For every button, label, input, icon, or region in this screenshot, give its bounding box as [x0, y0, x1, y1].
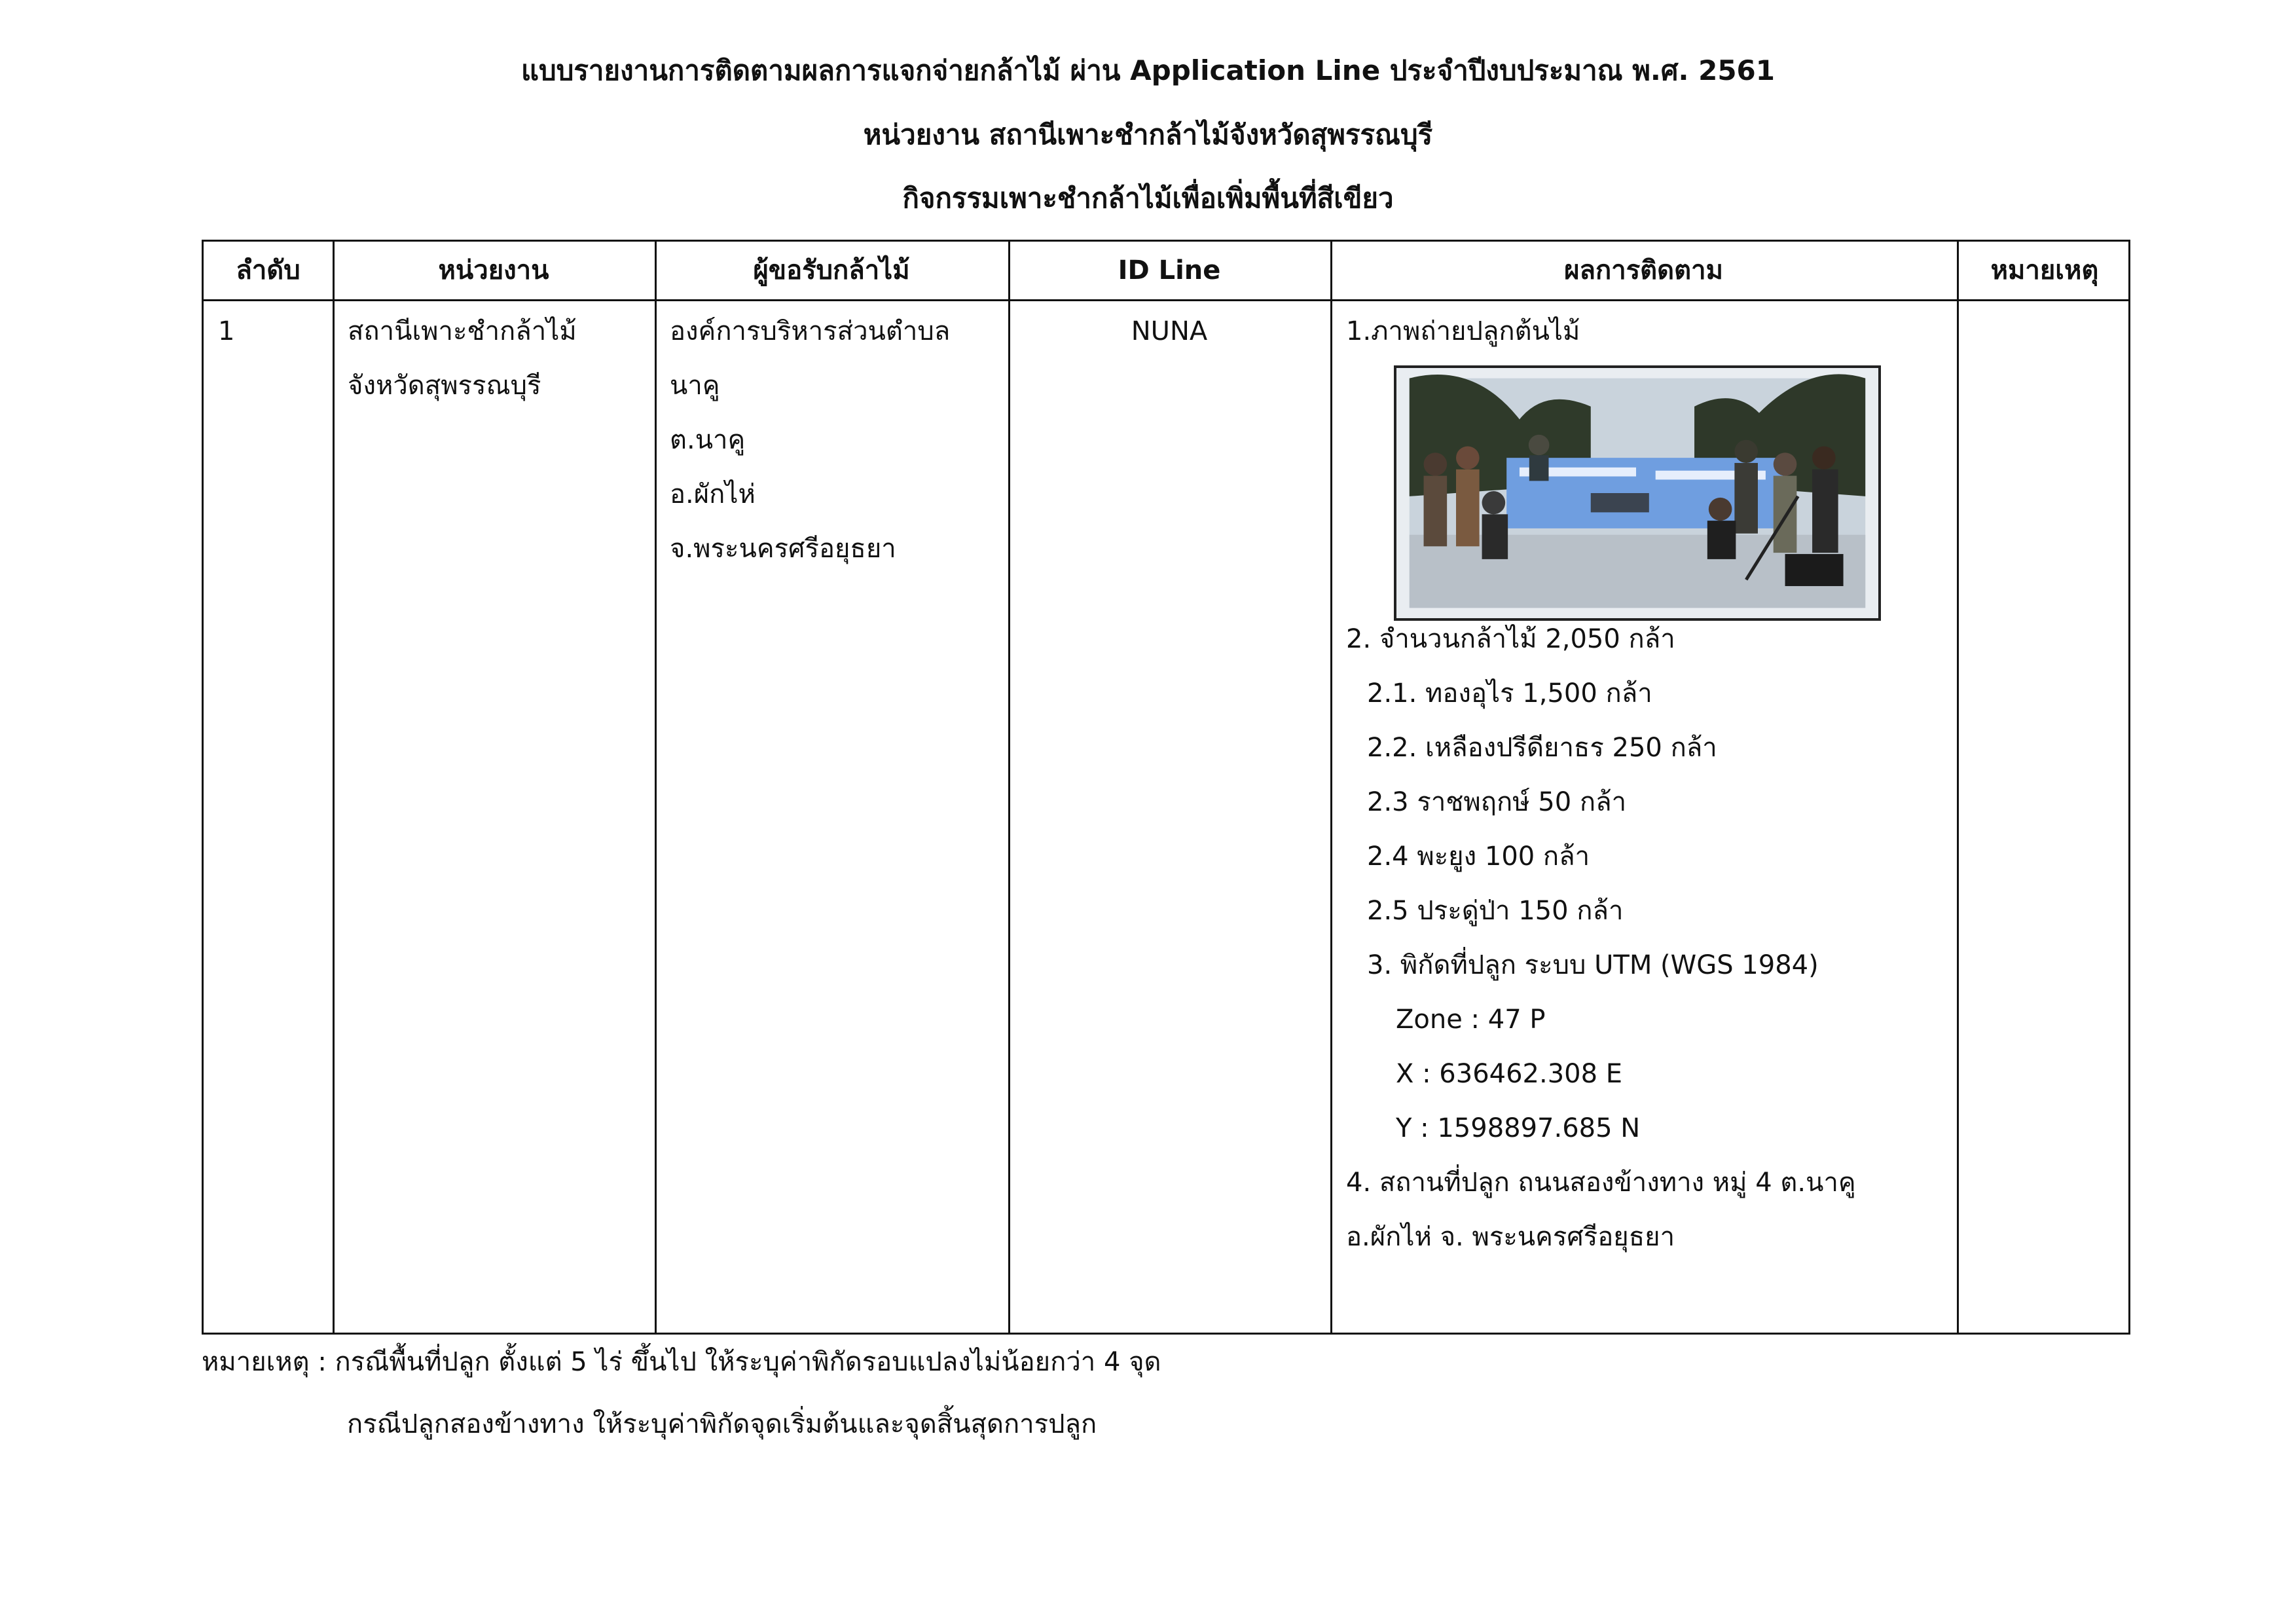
- requester-line: ต.นาคู: [670, 425, 746, 455]
- result-line: 2.2. เหลืองปรีดียาธร 250 กล้า: [1367, 733, 1717, 763]
- report-table: [202, 240, 2130, 1335]
- result-line: Y : 1598897.685 N: [1396, 1113, 1641, 1143]
- col-header-remark: หมายเหตุ: [1990, 255, 2099, 286]
- result-line: Zone : 47 P: [1396, 1005, 1546, 1035]
- col-header-agency: หน่วยงาน: [438, 255, 549, 286]
- result-line: อ.ผักไห่ จ. พระนครศรีอยุธยา: [1346, 1222, 1675, 1252]
- tree-planting-photo: [1394, 365, 1881, 621]
- agency-line: สถานีเพาะชำกล้าไม้: [348, 316, 577, 346]
- id-line-value: NUNA: [1131, 316, 1208, 346]
- row-number: 1: [218, 316, 235, 346]
- requester-line: นาคู: [670, 371, 720, 401]
- column-divider: [655, 242, 657, 1333]
- photo-label: 1.ภาพถ่ายปลูกต้นไม้: [1346, 316, 1580, 346]
- requester-line: องค์การบริหารส่วนตำบล: [670, 316, 951, 346]
- result-line: 4. สถานที่ปลูก ถนนสองข้างทาง หมู่ 4 ต.นาคู: [1346, 1168, 1856, 1198]
- col-header-result: ผลการติดตาม: [1564, 255, 1723, 286]
- result-list: [1346, 612, 1856, 1264]
- column-divider: [1330, 242, 1332, 1333]
- footnote-line: กรณีปลูกสองข้างทาง ให้ระบุค่าพิกัดจุดเริ่มต้นและจุดสิ้นสุดการปลูก: [347, 1409, 1097, 1439]
- report-title: แบบรายงานการติดตามผลการแจกจ่ายกล้าไม้ ผ่าน Application Line ประจำปีงบประมาณ พ.ศ. 2561: [520, 54, 1776, 86]
- column-divider: [1008, 242, 1010, 1333]
- footnote-line: หมายเหตุ : กรณีพื้นที่ปลูก ตั้งแต่ 5 ไร่ ขึ้นไป ให้ระบุค่าพิกัดรอบแปลงไม่น้อยกว่า 4 จุด: [202, 1347, 1161, 1377]
- agency-line: จังหวัดสุพรรณบุรี: [348, 371, 541, 401]
- col-header-id-line: ID Line: [1118, 255, 1221, 286]
- report-activity: กิจกรรมเพาะชำกล้าไม้เพื่อเพิ่มพื้นที่สีเขียว: [902, 182, 1394, 214]
- result-line: 2.5 ประดู่ป่า 150 กล้า: [1367, 896, 1624, 926]
- result-line: 2.1. ทองอุไร 1,500 กล้า: [1367, 678, 1652, 709]
- result-line: 3. พิกัดที่ปลูก ระบบ UTM (WGS 1984): [1367, 950, 1819, 980]
- column-divider: [1957, 242, 1959, 1333]
- requester-cell: [670, 304, 950, 576]
- report-agency: หน่วยงาน สถานีเพาะชำกล้าไม้จังหวัดสุพรรณบุรี: [863, 119, 1433, 151]
- header-divider: [204, 299, 2128, 301]
- result-line: 2.3 ราชพฤกษ์ 50 กล้า: [1367, 787, 1627, 817]
- requester-line: จ.พระนครศรีอยุธยา: [670, 534, 896, 564]
- result-line: 2.4 พะยูง 100 กล้า: [1367, 841, 1590, 872]
- requester-line: อ.ผักไห่: [670, 479, 756, 509]
- col-header-requester: ผู้ขอรับกล้าไม้: [753, 255, 910, 286]
- result-line: X : 636462.308 E: [1396, 1059, 1623, 1089]
- column-divider: [333, 242, 335, 1333]
- result-line: 2. จำนวนกล้าไม้ 2,050 กล้า: [1346, 624, 1675, 654]
- col-header-no: ลำดับ: [236, 255, 301, 286]
- agency-cell: [348, 304, 577, 413]
